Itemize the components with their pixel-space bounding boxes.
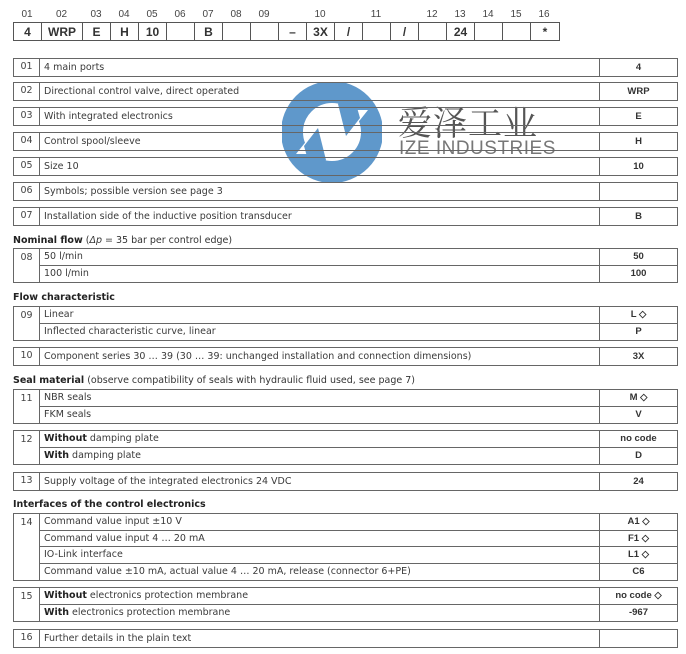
watermark-english-text: IZE INDUSTRIES — [399, 138, 556, 159]
position-number: 11 — [14, 390, 40, 423]
code-position-label: 10 — [314, 9, 326, 20]
option-code: 24 — [599, 473, 677, 490]
code-position-label: 16 — [538, 9, 550, 20]
code-position-label: 01 — [21, 9, 33, 20]
code-position-cell — [419, 23, 447, 40]
code-position-cell: E — [83, 23, 111, 40]
code-position-cell: 10 — [139, 23, 167, 40]
code-position-label: 09 — [258, 9, 270, 20]
option-description: Further details in the plain text — [44, 632, 192, 644]
code-position-cell: WRP — [42, 23, 83, 40]
option-description: Linear — [44, 309, 74, 321]
code-position-cell: B — [195, 23, 223, 40]
option-code: A1 ◇ — [599, 514, 677, 530]
option-description: With electronics protection membrane — [44, 607, 231, 619]
position-number: 07 — [14, 208, 40, 225]
code-position-cell: / — [335, 23, 363, 40]
option-code: D — [599, 448, 677, 465]
option-description: Without damping plate — [44, 433, 159, 445]
code-position-cell: 4 — [14, 23, 42, 40]
option-11 — [13, 389, 678, 424]
code-position-cell — [251, 23, 279, 40]
option-01 — [13, 58, 678, 77]
code-position-cell: H — [111, 23, 139, 40]
option-description: Directional control valve, direct operated — [44, 85, 240, 97]
option-code — [599, 183, 677, 200]
option-code: H — [599, 133, 677, 150]
code-position-cell: / — [391, 23, 419, 40]
option-description: 4 main ports — [44, 61, 105, 73]
option-code: B — [599, 208, 677, 225]
option-05 — [13, 157, 678, 176]
position-number: 12 — [14, 431, 40, 464]
option-code: L1 ◇ — [599, 547, 677, 563]
option-description: Size 10 — [44, 160, 79, 172]
option-description: Symbols; possible version see page 3 — [44, 185, 223, 197]
ordering-code-row — [13, 22, 560, 41]
code-position-label: 13 — [454, 9, 466, 20]
option-code: P — [599, 324, 677, 341]
code-position-label: 03 — [90, 9, 102, 20]
position-number: 06 — [14, 183, 40, 200]
position-number: 15 — [14, 588, 40, 621]
option-code: 10 — [599, 158, 677, 175]
position-number: 16 — [14, 630, 40, 647]
code-position-cell — [223, 23, 251, 40]
code-position-label: 12 — [426, 9, 438, 20]
option-03 — [13, 107, 678, 126]
watermark-chinese-text: 爱泽工业 — [398, 104, 538, 144]
option-06 — [13, 182, 678, 201]
code-position-label: 04 — [118, 9, 130, 20]
option-description: With damping plate — [44, 450, 141, 462]
option-04 — [13, 132, 678, 151]
option-code: no code — [599, 431, 677, 447]
code-position-cell: – — [279, 23, 307, 40]
option-description: With integrated electronics — [44, 110, 173, 122]
option-description: Command value input 4 … 20 mA — [44, 532, 205, 544]
option-14 — [13, 513, 678, 581]
option-description: Control spool/sleeve — [44, 135, 141, 147]
code-position-label: 05 — [146, 9, 158, 20]
code-position-label: 06 — [174, 9, 186, 20]
option-description: IO-Link interface — [44, 549, 123, 561]
code-position-cell: 3X — [307, 23, 335, 40]
option-02 — [13, 82, 678, 101]
option-description: Inflected characteristic curve, linear — [44, 326, 216, 338]
option-description: Installation side of the inductive position transducer — [44, 210, 292, 222]
option-code: 3X — [599, 348, 677, 365]
option-09 — [13, 306, 678, 341]
option-code: 50 — [599, 249, 677, 265]
option-10 — [13, 347, 678, 366]
option-description: Component series 30 … 39 (30 … 39: unchanged installation and connection dimensions) — [44, 350, 472, 362]
code-position-label: 07 — [202, 9, 214, 20]
position-number: 03 — [14, 108, 40, 125]
option-16 — [13, 629, 678, 648]
position-number: 08 — [14, 249, 40, 282]
option-code: M ◇ — [599, 390, 677, 406]
code-position-cell: 24 — [447, 23, 475, 40]
code-position-cell — [475, 23, 503, 40]
section-title-flow-characteristic: Flow characteristic — [13, 292, 115, 303]
position-number: 04 — [14, 133, 40, 150]
option-description: 50 l/min — [44, 251, 83, 263]
option-13 — [13, 472, 678, 491]
position-number: 05 — [14, 158, 40, 175]
option-15 — [13, 587, 678, 622]
option-description: Without electronics protection membrane — [44, 590, 249, 602]
option-description: Command value input ±10 V — [44, 516, 182, 528]
option-code: WRP — [599, 83, 677, 100]
code-position-cell — [503, 23, 531, 40]
option-code: E — [599, 108, 677, 125]
option-07 — [13, 207, 678, 226]
option-description: 100 l/min — [44, 268, 89, 280]
option-description: NBR seals — [44, 392, 92, 404]
option-description: FKM seals — [44, 409, 92, 421]
code-position-label: 08 — [230, 9, 242, 20]
position-number: 10 — [14, 348, 40, 365]
position-number: 14 — [14, 514, 40, 580]
option-code: C6 — [599, 564, 677, 581]
position-number: 02 — [14, 83, 40, 100]
code-position-cell — [363, 23, 391, 40]
option-description: Supply voltage of the integrated electronics 24 VDC — [44, 475, 292, 487]
option-code: 100 — [599, 266, 677, 283]
code-position-cell: * — [542, 24, 548, 39]
option-code: -967 — [599, 605, 677, 622]
section-title-nominal-flow: Nominal flow (Δp = 35 bar per control edge) — [13, 235, 233, 246]
option-code: 4 — [599, 59, 677, 76]
code-position-label: 14 — [482, 9, 494, 20]
option-08 — [13, 248, 678, 283]
option-code: V — [599, 407, 677, 424]
option-description: Command value ±10 mA, actual value 4 … 20 mA, release (connector 6+PE) — [44, 566, 411, 578]
option-code — [599, 630, 677, 647]
code-position-label: 11 — [370, 9, 382, 20]
code-position-label: 02 — [55, 9, 68, 20]
position-number: 01 — [14, 59, 40, 76]
code-position-cell — [167, 23, 195, 40]
code-position-label: 15 — [510, 9, 522, 20]
section-title-seal-material: Seal material (observe compatibility of seals with hydraulic fluid used, see page 7) — [13, 375, 416, 386]
section-title-interfaces: Interfaces of the control electronics — [13, 499, 206, 510]
option-12 — [13, 430, 678, 465]
position-number: 09 — [14, 307, 40, 340]
option-code: no code ◇ — [599, 588, 677, 604]
position-number: 13 — [14, 473, 40, 490]
option-code: L ◇ — [599, 307, 677, 323]
option-code: F1 ◇ — [599, 531, 677, 547]
